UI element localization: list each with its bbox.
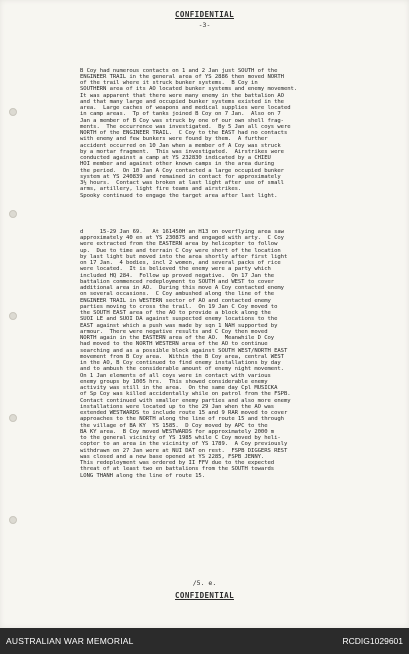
paragraph-redeployment: d 15-29 Jan 69. At 161450H an H13 on overflying area saw approximately 40 en at YS 230875 and engaged with arty. C Coy were extracted from the EASTERN area by helicopter to follow up. Due to time and terrain C Coy were short of the location by last light but moved into the area shortly after first light on 17 Jan. 4 bodies, incl 2 women, and several packs of rice were located. It is believed the enemy were a party which included HQ 284. Follow up proved negative. On 17 Jan the battalion commenced redeployment to SOUTH and WEST to cover additional area in AO. During this move A Coy contacted enemy on several occasions. C Coy ambushed along the line of the ENGINEER TRAIL in WESTERN sector of AO and contacted enemy parties moving to cross the trail. On 19 Jan C Coy moved to the SOUTH EAST area of the AO to provide a block along the SUOI LE and SUOI DA against suspected enemy locations to the EAST against which a push was made by sqn 1 NAH supported by armour. There were negative results and C Coy then moved NORTH again in the EASTERN area of the AO. Meanwhile D Coy had moved to the NORTH WESTERN area of the AO to continue searching and as a possible block against SOUTH WEST/NORTH EAST movement from B Coy area. Within the B Coy area, central WEST in the AO, B Coy continued to find enemy installations by day and to ambush the considerable amount of enemy night movement. On 1 Jan elements of all coys were in contact with various enemy groups by 1005 hrs. This showed considerable enemy activity was still in the area. On the same day Cpl MUSICKA of Sp Coy was killed accidentally while on patrol from the FSPB. Contact continued with smaller enemy parties and also more enemy installations were located up to the 29 Jan when the AO was extended WESTWARDS to include route 15 and 9 RAR moved to cover approaches to the NORTH along the line of route 15 and through the village of BA KY YS 1585. D Coy moved by APC to the BA KY area. B Coy moved WESTWARDS for approximately 2000 m to the general vicinity of YS 1985 while C Coy moved by heli- copter to an area in the vicinity of YS 1789. A Coy previously withdrawn on 27 Jan were at NUI DAT on rest. FSPB DIGGERS REST was closed and a new base opened at YS 2285, FSPB JENNY. This redeployment was ordered by II FFV due to the expected threat of at least two en battalions from the SOUTH towards LONG THANH along the line of route 15. bbox=[80, 228, 291, 479]
punch-hole bbox=[9, 108, 17, 116]
paragraph-bunker-contacts: B Coy had numerous contacts on 1 and 2 Jan just SOUTH of the ENGINEER TRAIL in the general area of YS 2886 then moved NORTH of the trail where it struck bunker systems. B Coy in SOUTHERN area of its AO located bunker systems and enemy movement. It was apparent that there were many enemy in the battalion AO and that many large and occupied bunker systems existed in the area. Large caches of weapons and medical supplies were located in camp areas. Tp of tanks joined B Coy on 7 Jan. Also on 7 Jan a member of B Coy was struck by one of our own shell frag- ments. The occurrence was investigated. By 5 Jan all coys were NORTH of the ENGINEER TRAIL. C Coy to the EAST had no contacts with enemy and few bunkers were found by them. A further accident occurred on 10 Jan when a member of A Coy was struck by a mortar fragment. This was investigated. Airstrikes were conducted against a camp at YS 232830 indicated by a CHIEU HOI member and against other known camps in the area during the period. On 10 Jan A Coy contacted a large occupied bunker system at YS 240839 and remained in contact for approximately 3½ hours. Contact was broken at last light after use of small arms, artillery, light fire teams and airstrikes. Spooky continued to engage the target area after last light. bbox=[80, 67, 298, 199]
document-body bbox=[80, 55, 380, 491]
document-header bbox=[0, 10, 409, 30]
reference-id: RCDIG1029601 bbox=[342, 636, 403, 646]
classification-top: CONFIDENTIAL bbox=[175, 10, 234, 19]
page-number: -3- bbox=[198, 21, 211, 29]
institution-name: AUSTRALIAN WAR MEMORIAL bbox=[6, 636, 134, 646]
punch-hole bbox=[9, 312, 17, 320]
punch-hole bbox=[9, 210, 17, 218]
classification-bottom: CONFIDENTIAL bbox=[175, 591, 234, 600]
punch-holes bbox=[9, 0, 15, 628]
archive-footer-bar bbox=[0, 628, 409, 654]
punch-hole bbox=[9, 414, 17, 422]
continuation-marker: /5. e. bbox=[192, 579, 217, 587]
punch-hole bbox=[9, 516, 17, 524]
